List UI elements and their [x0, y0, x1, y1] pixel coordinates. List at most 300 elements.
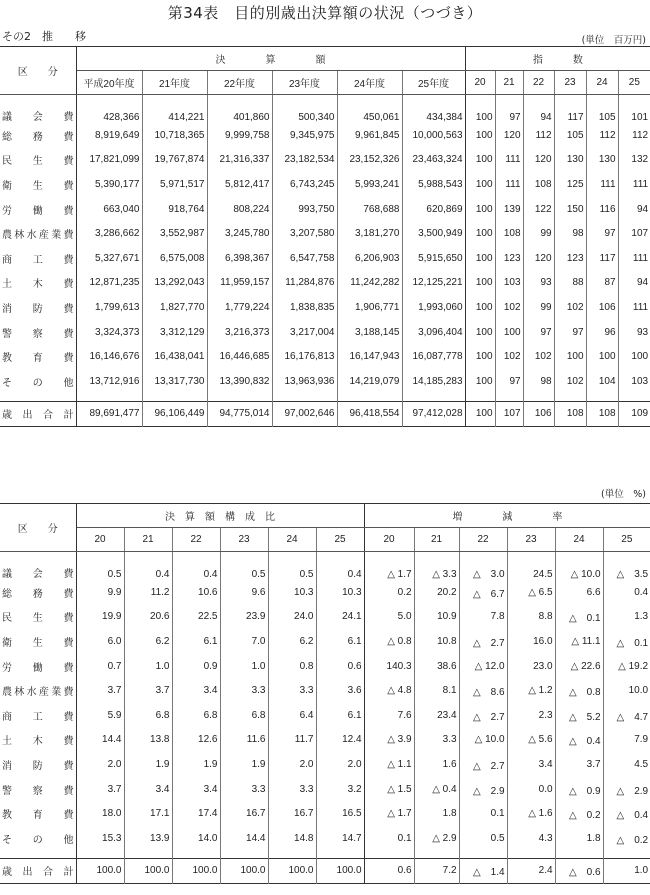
year-header: 20 [364, 528, 414, 552]
table-cell: △ 2.7 [459, 629, 507, 654]
table-cell: 100.0 [172, 859, 220, 884]
table-cell: 663,040 [76, 197, 142, 222]
table-cell: 434,384 [402, 95, 465, 124]
table-cell: 100 [465, 344, 495, 369]
header-change-group: 増 減 率 [364, 504, 650, 528]
spacer-cell [586, 394, 618, 402]
spacer-cell [459, 851, 507, 859]
table-cell: 8.1 [414, 678, 459, 703]
table-cell: 10.3 [316, 580, 364, 605]
table-cell: 11,959,157 [207, 271, 272, 296]
table-cell: 87 [586, 271, 618, 296]
table-cell: 1,906,771 [337, 295, 402, 320]
spacer-cell [0, 851, 76, 859]
table-cell: 3,181,270 [337, 221, 402, 246]
table-cell: 99 [523, 295, 554, 320]
table-cell: 140.3 [364, 654, 414, 679]
table-cell: 808,224 [207, 197, 272, 222]
table-cell: 100 [465, 295, 495, 320]
table-cell: 97,002,646 [272, 402, 337, 427]
row-label: 民生費 [0, 148, 76, 173]
table-cell: 9,961,845 [337, 123, 402, 148]
table-cell: 0.4 [316, 552, 364, 581]
table-row [0, 728, 650, 753]
table-cell: 14,185,283 [402, 369, 465, 394]
table-cell: 1.9 [124, 752, 172, 777]
table-cell: 401,860 [207, 95, 272, 124]
table-cell: 1.0 [124, 654, 172, 679]
table-cell: 111 [495, 172, 523, 197]
table-cell: 9.9 [76, 580, 124, 605]
year-header: 20 [465, 71, 495, 95]
table-cell: 20.2 [414, 580, 459, 605]
table-cell: 14.7 [316, 826, 364, 851]
table-cell: △ 2.9 [459, 777, 507, 802]
table-cell: 11.7 [268, 728, 316, 753]
table-cell: 112 [632, 129, 649, 141]
table-cell: 6.1 [172, 629, 220, 654]
table-cell: 10,718,365 [142, 123, 207, 148]
table-row [0, 826, 650, 851]
table-cell: 2.0 [316, 752, 364, 777]
table-cell: △ 12.0 [459, 654, 507, 679]
table-cell: 20.6 [124, 605, 172, 630]
year-header: 22 [459, 528, 507, 552]
table-cell: 105 [586, 95, 618, 124]
table-row [0, 777, 650, 802]
table-cell: 13,712,916 [76, 369, 142, 394]
table-cell: 3.4 [172, 777, 220, 802]
table-cell: 0.5 [459, 826, 507, 851]
table-cell: △ 8.6 [459, 678, 507, 703]
spacer-cell [523, 394, 554, 402]
table-cell: 7.6 [364, 703, 414, 728]
table-row [0, 123, 650, 148]
table-cell: 22.5 [172, 605, 220, 630]
table-cell: 500,340 [272, 95, 337, 124]
table-cell: 7.0 [220, 629, 268, 654]
table-row [0, 654, 650, 679]
table-cell: 14,219,079 [337, 369, 402, 394]
table-cell: 0.8 [268, 654, 316, 679]
spacer-cell [402, 394, 465, 402]
table-cell: 97 [495, 369, 523, 394]
table-cell: 16.5 [316, 801, 364, 826]
year-header: 22年度 [207, 71, 272, 95]
table-cell: △ 6.7 [459, 580, 507, 605]
table-cell: △ 10.0 [555, 552, 603, 581]
table-cell: 2.0 [76, 752, 124, 777]
spacer-cell [495, 394, 523, 402]
table-cell: 100 [465, 320, 495, 345]
row-label: 歳出合計 [0, 402, 76, 427]
table-cell: 8.8 [507, 605, 555, 630]
year-header: 23 [554, 71, 586, 95]
table-cell: △ 0.1 [555, 605, 603, 630]
table-row [0, 197, 650, 222]
table-cell: 7.2 [414, 859, 459, 884]
table-cell: 102 [554, 369, 586, 394]
table-cell: 97 [554, 320, 586, 345]
table-cell: 123 [554, 246, 586, 271]
spacer-cell [603, 851, 650, 859]
table-cell: △ 0.9 [555, 777, 603, 802]
table-cell: 111 [586, 172, 618, 197]
table-cell: 111 [632, 179, 649, 191]
table-cell: 6,398,367 [207, 246, 272, 271]
table-cell: △ 1.7 [364, 552, 414, 581]
header-ratio-group: 決 算 額 構 成 比 [76, 504, 364, 528]
table-cell: △ 1.7 [364, 801, 414, 826]
table-cell: 6.1 [316, 703, 364, 728]
table-cell: 108 [495, 221, 523, 246]
table-cell: 6,206,903 [337, 246, 402, 271]
table-cell: 5,327,671 [76, 246, 142, 271]
table-cell: 1.8 [555, 826, 603, 851]
table-cell: 5,971,517 [142, 172, 207, 197]
table-cell: 3.3 [268, 777, 316, 802]
table-cell: 132 [631, 154, 649, 166]
table-cell: 7.9 [634, 734, 649, 746]
table-cell: △ 0.8 [555, 678, 603, 703]
table-cell: 2.3 [507, 703, 555, 728]
table-cell: 3,216,373 [207, 320, 272, 345]
spacer-row [0, 394, 650, 402]
table-cell: 918,764 [142, 197, 207, 222]
table-cell: 10.3 [268, 580, 316, 605]
table-cell: 4.5 [634, 759, 649, 771]
table-cell: 9,345,975 [272, 123, 337, 148]
table-cell: 11.2 [124, 580, 172, 605]
table-cell: 94 [523, 95, 554, 124]
table-cell: 111 [495, 148, 523, 173]
table-cell: 1,838,835 [272, 295, 337, 320]
table-cell: 100.0 [316, 859, 364, 884]
table-cell: 3.3 [220, 777, 268, 802]
table-cell: 2.4 [507, 859, 555, 884]
table-cell: △ 0.4 [555, 728, 603, 753]
table-cell: 3,286,662 [76, 221, 142, 246]
table-cell: 11.6 [220, 728, 268, 753]
row-label: 教育費 [0, 344, 76, 369]
table-cell: 9,999,758 [207, 123, 272, 148]
spacer-cell [414, 851, 459, 859]
table-row [0, 703, 650, 728]
table-cell: 100 [465, 197, 495, 222]
table-cell: 97 [495, 95, 523, 124]
spacer-cell [268, 851, 316, 859]
table-cell: 3.7 [76, 777, 124, 802]
row-label: 民生費 [0, 605, 76, 630]
section-subtitle: その2 推 移 [2, 30, 86, 43]
table-cell: 1.6 [414, 752, 459, 777]
table-cell: 0.5 [76, 552, 124, 581]
table-cell: 112 [586, 123, 618, 148]
table-cell: 100 [465, 95, 495, 124]
table-cell: 14.8 [268, 826, 316, 851]
table-cell: 3.3 [414, 728, 459, 753]
table-cell: 97,412,028 [402, 402, 465, 427]
table-cell: 130 [586, 148, 618, 173]
table-cell: 109 [631, 408, 649, 420]
table-row [0, 752, 650, 777]
table-cell: 120 [523, 148, 554, 173]
table-cell: 13,317,730 [142, 369, 207, 394]
row-label: 警察費 [0, 320, 76, 345]
table-cell: 3.3 [268, 678, 316, 703]
table-cell: 107 [495, 402, 523, 427]
table-cell: 4.3 [507, 826, 555, 851]
table-cell: 1,779,224 [207, 295, 272, 320]
table-cell: 24.5 [507, 552, 555, 581]
table-cell: 102 [523, 344, 554, 369]
year-header: 25 [316, 528, 364, 552]
table-cell: 6,743,245 [272, 172, 337, 197]
header-category: 区 分 [0, 504, 76, 552]
table-cell: 15.3 [76, 826, 124, 851]
table-cell: 13,292,043 [142, 271, 207, 296]
page-title: 第34表 目的別歳出決算額の状況（つづき） [167, 4, 483, 22]
spacer-row [0, 851, 650, 859]
table-cell: 38.6 [414, 654, 459, 679]
table-cell: 117 [586, 246, 618, 271]
table-cell: 6.0 [76, 629, 124, 654]
table-cell: △ 3.3 [414, 552, 459, 581]
table-cell: △ 0.1 [616, 638, 649, 650]
table-cell: △ 1.2 [507, 678, 555, 703]
table-cell: 16.7 [220, 801, 268, 826]
table-cell: 93 [636, 326, 649, 338]
table-cell: 94,775,014 [207, 402, 272, 427]
table-cell: 16,147,943 [337, 344, 402, 369]
table-cell: △ 0.4 [616, 810, 649, 822]
year-header: 21 [414, 528, 459, 552]
spacer-cell [272, 394, 337, 402]
table-row [0, 605, 650, 630]
table-cell: 100.0 [76, 859, 124, 884]
year-header: 25 [603, 528, 650, 552]
table-cell: 103 [495, 271, 523, 296]
table-cell: 100 [465, 402, 495, 427]
row-label: 衛生費 [0, 629, 76, 654]
table-cell: 96 [586, 320, 618, 345]
table2-unit: (単位 %) [601, 489, 646, 500]
table-cell: 13,390,832 [207, 369, 272, 394]
row-label: 労働費 [0, 654, 76, 679]
table-cell: △ 2.7 [459, 752, 507, 777]
spacer-cell [207, 394, 272, 402]
table-cell: 3,500,949 [402, 221, 465, 246]
spacer-cell [618, 394, 650, 402]
table-row [0, 369, 650, 394]
table-cell: 120 [495, 123, 523, 148]
total-row [0, 859, 650, 884]
table-cell: 16.7 [268, 801, 316, 826]
table-row [0, 801, 650, 826]
row-label: 商工費 [0, 246, 76, 271]
spacer-cell [0, 394, 76, 402]
table-cell: 5,915,650 [402, 246, 465, 271]
row-label: 教育費 [0, 801, 76, 826]
table-cell: 3,552,987 [142, 221, 207, 246]
year-header: 24 [555, 528, 603, 552]
table-row [0, 95, 650, 124]
table-cell: 107 [631, 228, 649, 240]
table-cell: 17.4 [172, 801, 220, 826]
table-cell: 0.5 [220, 552, 268, 581]
table-cell: 12,871,235 [76, 271, 142, 296]
table-cell: 6,547,758 [272, 246, 337, 271]
table-cell: 0.1 [459, 801, 507, 826]
table-cell: 5,812,417 [207, 172, 272, 197]
table-cell: 3.4 [507, 752, 555, 777]
table-cell: 88 [554, 271, 586, 296]
table-cell: 1.8 [414, 801, 459, 826]
table-cell: 125 [554, 172, 586, 197]
row-label: 消防費 [0, 295, 76, 320]
table-cell: 1.9 [172, 752, 220, 777]
table-cell: 16,446,685 [207, 344, 272, 369]
year-header: 23年度 [272, 71, 337, 95]
table-cell: △ 1.1 [364, 752, 414, 777]
table-row [0, 221, 650, 246]
table-row [0, 246, 650, 271]
table-cell: 6.8 [124, 703, 172, 728]
year-header: 25 [618, 71, 650, 95]
table-cell: 23.9 [220, 605, 268, 630]
spacer-cell [555, 851, 603, 859]
table-row [0, 344, 650, 369]
spacer-cell [507, 851, 555, 859]
table-cell: 3,207,580 [272, 221, 337, 246]
table-cell: 1.0 [634, 865, 649, 877]
table-cell: 100.0 [124, 859, 172, 884]
table-cell: 101 [631, 112, 649, 124]
table-cell: 122 [523, 197, 554, 222]
table-cell: 98 [554, 221, 586, 246]
table-cell: 100.0 [268, 859, 316, 884]
table-row [0, 629, 650, 654]
table-cell: 6.2 [124, 629, 172, 654]
year-header: 平成20年度 [76, 71, 142, 95]
row-label: 議会費 [0, 552, 76, 581]
year-header: 23 [220, 528, 268, 552]
table-cell: 24.1 [316, 605, 364, 630]
table-cell: 5.9 [76, 703, 124, 728]
spacer-cell [220, 851, 268, 859]
table-cell: 10.8 [414, 629, 459, 654]
year-header: 25年度 [402, 71, 465, 95]
table-cell: 3,096,404 [402, 320, 465, 345]
table-cell: △ 5.6 [507, 728, 555, 753]
row-label: その他 [0, 369, 76, 394]
table-cell: 0.4 [172, 552, 220, 581]
table-cell: 0.2 [364, 580, 414, 605]
row-label: 農林水産業費 [0, 678, 76, 703]
row-label: 土木費 [0, 271, 76, 296]
table-cell: 120 [523, 246, 554, 271]
year-header: 22 [523, 71, 554, 95]
table-cell: 23.4 [414, 703, 459, 728]
table-cell: 17,821,099 [76, 148, 142, 173]
table-cell: 620,869 [402, 197, 465, 222]
table-cell: 108 [586, 402, 618, 427]
table-cell: △ 2.7 [459, 703, 507, 728]
table-cell: 100 [586, 344, 618, 369]
table-cell: 100 [495, 320, 523, 345]
table-cell: 16,176,813 [272, 344, 337, 369]
table-cell: △ 2.9 [414, 826, 459, 851]
table-cell: 19,767,874 [142, 148, 207, 173]
total-row [0, 402, 650, 427]
table-cell: △ 0.2 [616, 834, 649, 846]
table-cell: 9.6 [220, 580, 268, 605]
row-label: 消防費 [0, 752, 76, 777]
table-cell: 97 [586, 221, 618, 246]
table-cell: 100 [631, 351, 649, 363]
table-cell: 106 [523, 402, 554, 427]
year-header: 24 [586, 71, 618, 95]
table-row [0, 172, 650, 197]
year-header: 21 [495, 71, 523, 95]
table-cell: 105 [554, 123, 586, 148]
table-cell: 21,316,337 [207, 148, 272, 173]
table-cell: △ 10.0 [459, 728, 507, 753]
year-header: 23 [507, 528, 555, 552]
header-category: 区 分 [0, 47, 76, 95]
table-cell: 8,919,649 [76, 123, 142, 148]
spacer-cell [364, 851, 414, 859]
table-cell: 108 [523, 172, 554, 197]
table-cell: 16,438,041 [142, 344, 207, 369]
table-cell: 6.2 [268, 629, 316, 654]
table-cell: 97 [523, 320, 554, 345]
table-cell: 14.4 [76, 728, 124, 753]
table-cell: △ 0.8 [364, 629, 414, 654]
spacer-cell [172, 851, 220, 859]
table-cell: 93 [523, 271, 554, 296]
table-cell: 98 [523, 369, 554, 394]
table-cell: △ 4.8 [364, 678, 414, 703]
table-cell: 10.0 [628, 685, 649, 697]
row-label: 総務費 [0, 123, 76, 148]
row-label: 土木費 [0, 728, 76, 753]
table-cell: 1.0 [220, 654, 268, 679]
table-cell: 130 [554, 148, 586, 173]
table-cell: 0.4 [634, 586, 649, 598]
table-cell: 3.7 [124, 678, 172, 703]
table-cell: 100 [465, 123, 495, 148]
spacer-cell [316, 851, 364, 859]
table-cell: 24.0 [268, 605, 316, 630]
table-cell: 18.0 [76, 801, 124, 826]
table-cell: 7.8 [459, 605, 507, 630]
table-cell: 3.2 [316, 777, 364, 802]
year-header: 22 [172, 528, 220, 552]
table-row [0, 552, 650, 581]
table-cell: 117 [554, 95, 586, 124]
table-cell: 3.6 [316, 678, 364, 703]
table-cell: 768,688 [337, 197, 402, 222]
table-row [0, 295, 650, 320]
table-cell: 23,463,324 [402, 148, 465, 173]
spacer-cell [76, 394, 142, 402]
table-cell: △ 6.5 [507, 580, 555, 605]
table-cell: 23.0 [507, 654, 555, 679]
table-cell: 89,691,477 [76, 402, 142, 427]
table-cell: 3.3 [220, 678, 268, 703]
year-header: 24年度 [337, 71, 402, 95]
